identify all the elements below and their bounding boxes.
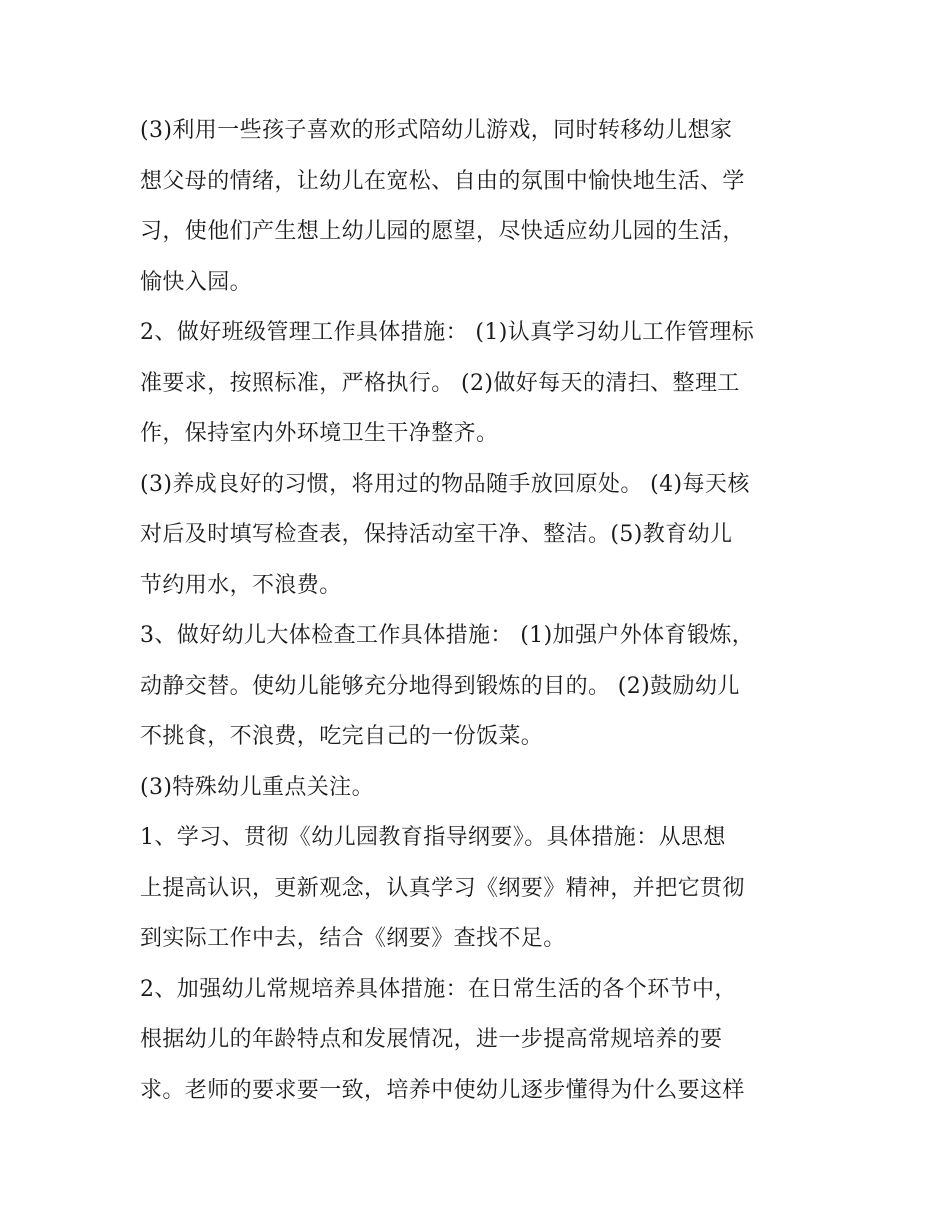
- text-line: 不挑食，不浪费，吃完自己的一份饭菜。: [140, 724, 544, 749]
- paragraph-guideline-study: [140, 813, 820, 965]
- document-body: [140, 106, 820, 1116]
- text-line: 习，使他们产生想上幼儿园的愿望，尽快适应幼儿园的生活，: [140, 219, 745, 244]
- text-line: 到实际工作中去，结合《纲要》查找不足。: [140, 926, 566, 951]
- text-line: 作，保持室内外环境卫生干净整齐。: [140, 421, 499, 446]
- paragraph-adaptation: [140, 106, 820, 308]
- text-line: 对后及时填写检查表，保持活动室干净、整洁。(5)教育幼儿: [140, 522, 733, 547]
- paragraph-special-attention: [140, 763, 820, 814]
- paragraph-habits: [140, 460, 820, 612]
- text-line: 想父母的情绪，让幼儿在宽松、自由的氛围中愉快地生活、学: [140, 168, 745, 194]
- text-line: 节约用水，不浪费。: [140, 572, 342, 598]
- text-line: 动静交替。使幼儿能够充分地得到锻炼的目的。 (2)鼓励幼儿: [140, 673, 740, 699]
- text-line: 2、做好班级管理工作具体措施： (1)认真学习幼儿工作管理标: [140, 320, 755, 345]
- text-line: 2、加强幼儿常规培养具体措施：在日常生活的各个环节中，: [140, 976, 737, 1002]
- text-line: (3)特殊幼儿重点关注。: [140, 774, 374, 800]
- text-line: (3)利用一些孩子喜欢的形式陪幼儿游戏，同时转移幼儿想家: [140, 118, 733, 143]
- text-line: 根据幼儿的年龄特点和发展情况，进一步提高常规培养的要: [140, 1027, 723, 1052]
- text-line: 上提高认识，更新观念，认真学习《纲要》精神，并把它贯彻: [140, 875, 745, 901]
- text-line: 求。老师的要求要一致，培养中使幼儿逐步懂得为什么要这样: [140, 1077, 745, 1103]
- text-line: (3)养成良好的习惯，将用过的物品随手放回原处。 (4)每天核: [140, 471, 750, 497]
- paragraph-class-management: [140, 308, 820, 460]
- text-line: 1、学习、贯彻《幼儿园教育指导纲要》。具体措施：从思想: [140, 825, 726, 850]
- paragraph-health-check: [140, 611, 820, 763]
- paragraph-routine-training: [140, 965, 820, 1117]
- text-line: 3、做好幼儿大体检查工作具体措施： (1)加强户外体育锻炼，: [140, 623, 755, 648]
- text-line: 准要求，按照标准，严格执行。 (2)做好每天的清扫、整理工: [140, 370, 740, 396]
- text-line: 愉快入园。: [140, 269, 253, 295]
